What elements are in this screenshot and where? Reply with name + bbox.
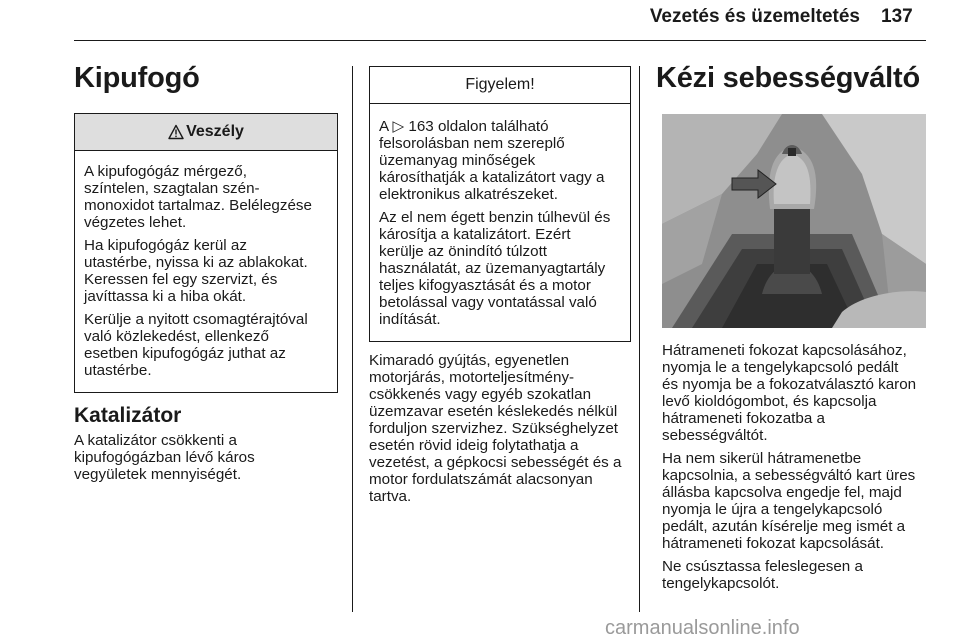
section-heading-kezi-sebessegvalto: Kézi sebességváltó bbox=[656, 62, 920, 94]
notice-box-title: Figyelem! bbox=[465, 76, 535, 93]
warning-triangle-icon bbox=[168, 124, 184, 140]
danger-box-title: Veszély bbox=[186, 123, 244, 140]
column-divider-left bbox=[352, 66, 353, 612]
notice-box-header bbox=[370, 67, 630, 104]
reverse-retry-paragraph: Ha nem sikerül hátramenetbe kapcsolnia, a sebességváltó kart üres állásba kapcsolva engedje fel, majd nyomja le újra a tengelykapcsoló pedált, azután kísérelje meg ismét a hátrameneti fokozat kapcsolását. bbox=[662, 450, 916, 552]
danger-paragraph: Kerülje a nyitott csomagtérajtóval való közlekedést, ellenkező esetben kipufogógáz juthat az utastérbe. bbox=[84, 311, 308, 379]
notice-box-body bbox=[370, 104, 630, 328]
gear-shift-illustration bbox=[662, 114, 926, 328]
column-divider-right bbox=[639, 66, 640, 612]
clutch-paragraph: Ne csúsztassa feleslegesen a tengelykapcsolót. bbox=[662, 558, 863, 592]
danger-box bbox=[74, 113, 338, 393]
subheading-katalizator: Katalizátor bbox=[74, 404, 182, 427]
danger-box-body bbox=[75, 151, 337, 379]
notice-box bbox=[369, 66, 631, 342]
misfire-text: Kimaradó gyújtás, egyenetlen motorjárás, motorteljesítmény- csökkenés vagy egyéb szokatlan üzemzavar esetén késlekedés nélkül forduljon szervizhez. Szükséghelyzet esetén rövid ideig folytathatja a vezetést, a gépkocsi sebességét és a motor fordulatszámát alacsonyan tartva. bbox=[369, 352, 622, 505]
danger-paragraph: A kipufogógáz mérgező, színtelen, szagtalan szén- monoxidot tartalmaz. Belélegzése végzetes lehet. bbox=[84, 163, 312, 231]
reverse-gear-paragraph: Hátrameneti fokozat kapcsolásához, nyomja le a tengelykapcsoló pedált és nyomja be a fokozatválasztó karon levő kioldógombot, és kapcsolja hátrameneti fokozatba a sebességváltót. bbox=[662, 342, 917, 444]
header-title: Vezetés és üzemeltetés bbox=[649, 6, 860, 27]
gear-shift-photo bbox=[662, 114, 926, 328]
section-heading-kipufogo: Kipufogó bbox=[74, 62, 200, 94]
watermark: carmanualsonline.info bbox=[605, 617, 800, 639]
notice-paragraph: Az el nem égett benzin túlhevül és károsítja a katalizátort. Ezért kerülje az önindító túlzott használatát, az üzemanyagtartály teljes kifogyasztását és a motor betolással vagy vontatással való indítását. bbox=[379, 209, 611, 328]
notice-paragraph: A ▷ 163 oldalon található felsorolásban nem szereplő üzemanyag minőségek károsíthatják a katalizátort vagy a elektronikus alkatrészeket. bbox=[379, 118, 605, 203]
manual-gearbox-text bbox=[662, 342, 932, 592]
header-divider bbox=[74, 40, 926, 41]
danger-paragraph: Ha kipufogógáz kerül az utastérbe, nyissa ki az ablakokat. Keressen fel egy szervizt, és javíttassa ki a hiba okát. bbox=[84, 237, 308, 305]
page-number: 137 bbox=[881, 6, 913, 27]
katalizator-text: A katalizátor csökkenti a kipufogógázban lévő káros vegyületek mennyiségét. bbox=[74, 432, 255, 483]
danger-box-header bbox=[75, 114, 337, 151]
